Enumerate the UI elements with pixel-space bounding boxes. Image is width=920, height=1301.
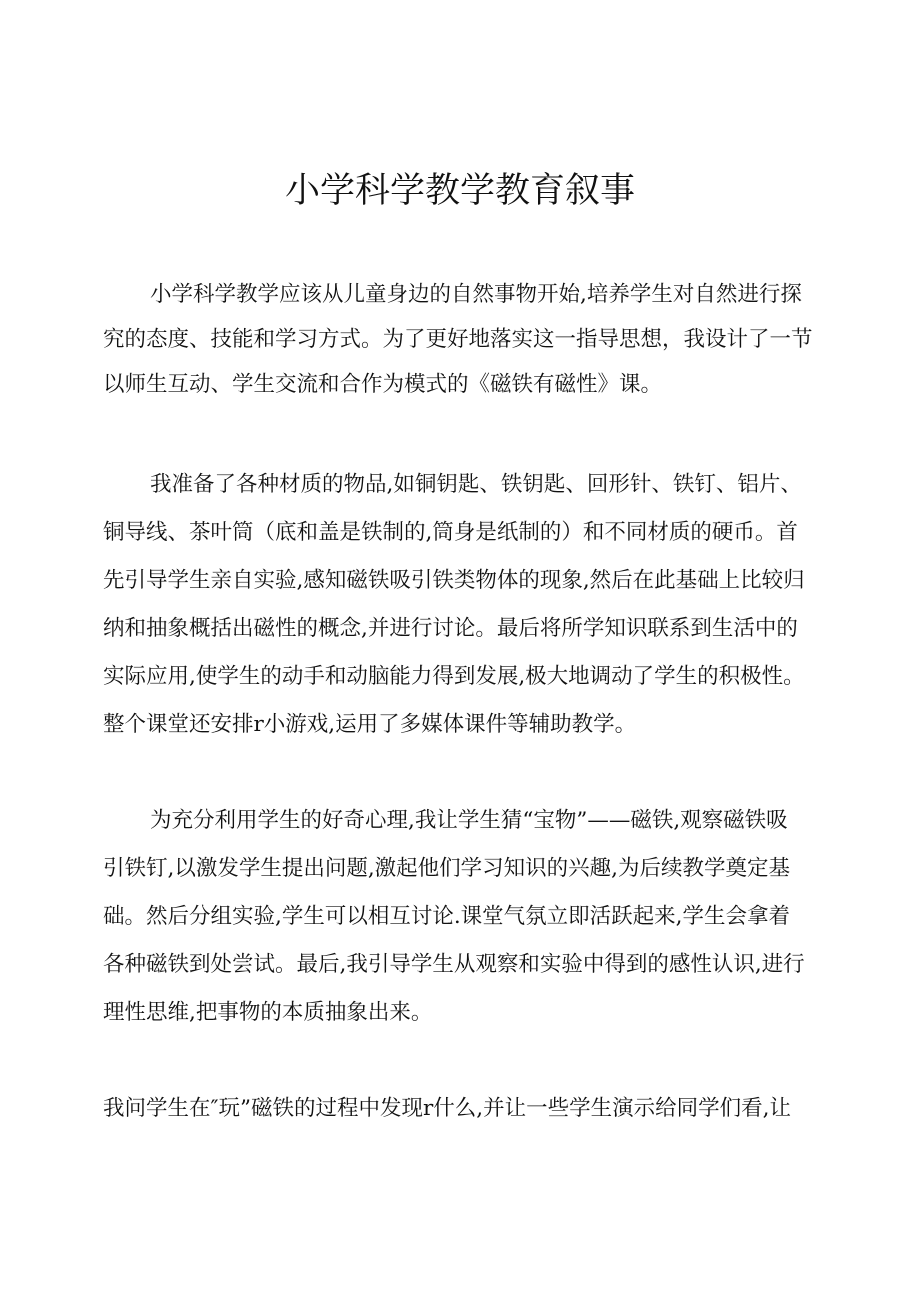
paragraph-1-line-2: 究的态度、技能和学习方式。为了更好地落实这一指导思想，我设计了一节: [103, 327, 813, 352]
paragraph-3-line-1: 为充分利用学生的好奇心理,我让学生猜“宝物”——磁铁,观察磁铁吸: [150, 808, 788, 833]
paragraph-3-line-3: 础。然后分组实验,学生可以相互讨论.课堂气氛立即活跃起来,学生会拿着: [103, 904, 791, 929]
paragraph-2-line-6: 整个课堂还安排r小游戏,运用了多媒体课件等辅助教学。: [103, 712, 637, 737]
paragraph-3-line-4: 各种磁铁到处尝试。最后,我引导学生从观察和实验中得到的感性认识,进行: [103, 952, 805, 977]
paragraph-4-line-1: 我问学生在″玩”磁铁的过程中发现r什么,并让一些学生演示给同学们看,让: [103, 1096, 791, 1121]
document-title: 小学科学教学教育叙事: [284, 171, 635, 211]
paragraph-3-line-5: 理性思维,把事物的本质抽象出来。: [103, 1000, 433, 1025]
paragraph-2-line-1: 我准备了各种材质的物品,如铜钥匙、铁钥匙、回形针、铁钉、铝片、: [150, 472, 802, 497]
paragraph-2-line-5: 实际应用,使学生的动手和动脑能力得到发展,极大地调动了学生的积极性。: [103, 664, 805, 689]
paragraph-1-line-1: 小学科学教学应该从儿童身边的自然事物开始,培养学生对自然进行探: [150, 282, 802, 307]
paragraph-2-line-2: 铜导线、茶叶筒（底和盖是铁制的,筒身是纸制的）和不同材质的硬币。首: [103, 520, 798, 545]
paragraph-2-line-3: 先引导学生亲自实验,感知磁铁吸引铁类物体的现象,然后在此基础上比较归: [103, 568, 805, 593]
paragraph-2-line-4: 纳和抽象概括出磁性的概念,并进行讨论。最后将所学知识联系到生活中的: [103, 616, 798, 641]
paragraph-1-line-3: 以师生互动、学生交流和合作为模式的《磁铁有磁性》课。: [103, 372, 663, 397]
paragraph-3-line-2: 引铁钉,以激发学生提出问题,激起他们学习知识的兴趣,为后续教学奠定基: [103, 856, 791, 881]
